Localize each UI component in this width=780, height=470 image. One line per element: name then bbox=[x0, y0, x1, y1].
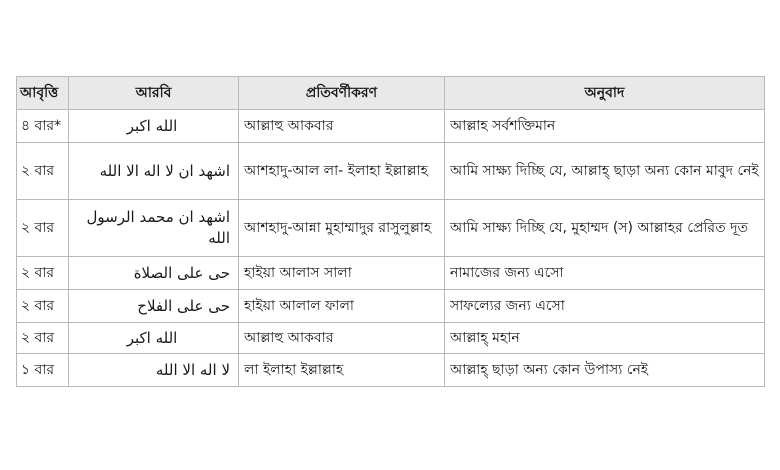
translation-text: আল্লাহ সর্বশক্তিমান bbox=[445, 110, 765, 143]
arabic-text: لا اله الا الله bbox=[69, 354, 239, 387]
recitation-count: ৪ বার* bbox=[17, 110, 69, 143]
arabic-text: الله اكبر bbox=[69, 323, 239, 354]
header-transliteration: প্রতিবর্ণীকরণ bbox=[239, 77, 445, 110]
arabic-text: الله اكبر bbox=[69, 110, 239, 143]
transliteration-text: আশহাদু-আন্না মুহাম্মাদুর রাসুলুল্লাহ bbox=[239, 200, 445, 257]
translation-text: নামাজের জন্য এসো bbox=[445, 257, 765, 290]
recitation-count: ২ বার bbox=[17, 143, 69, 200]
table-row bbox=[17, 290, 765, 323]
table-row bbox=[17, 323, 765, 354]
header-arabic: আরবি bbox=[69, 77, 239, 110]
transliteration-text: আশহাদু-আল লা- ইলাহা ইল্লাল্লাহ bbox=[239, 143, 445, 200]
transliteration-text: হাইয়া আলাস সালা bbox=[239, 257, 445, 290]
arabic-text: اشهد ان لا اله الا الله bbox=[69, 143, 239, 200]
arabic-text: اشهد ان محمد الرسول الله bbox=[69, 200, 239, 257]
translation-text: আল্লাহ্‌ মহান bbox=[445, 323, 765, 354]
recitation-count: ১ বার bbox=[17, 354, 69, 387]
header-translation: অনুবাদ bbox=[445, 77, 765, 110]
adhan-table bbox=[16, 76, 765, 387]
arabic-text: حى على الصلاة bbox=[69, 257, 239, 290]
header-recitation: আবৃত্তি bbox=[17, 77, 69, 110]
table-header-row bbox=[17, 77, 765, 110]
transliteration-text: লা ইলাহা ইল্লাল্লাহ bbox=[239, 354, 445, 387]
recitation-count: ২ বার bbox=[17, 200, 69, 257]
transliteration-text: হাইয়া আলাল ফালা bbox=[239, 290, 445, 323]
translation-text: আল্লাহ্‌ ছাড়া অন্য কোন উপাস্য নেই bbox=[445, 354, 765, 387]
table-row bbox=[17, 200, 765, 257]
arabic-text: حى على الفلاح bbox=[69, 290, 239, 323]
translation-text: আমি সাক্ষ্য দিচ্ছি যে, আল্লাহ্‌ ছাড়া অন্য কোন মাবুদ নেই bbox=[445, 143, 765, 200]
table-row bbox=[17, 354, 765, 387]
table-row bbox=[17, 257, 765, 290]
translation-text: সাফল্যের জন্য এসো bbox=[445, 290, 765, 323]
recitation-count: ২ বার bbox=[17, 323, 69, 354]
table-row bbox=[17, 143, 765, 200]
transliteration-text: আল্লাহু আকবার bbox=[239, 110, 445, 143]
transliteration-text: আল্লাহু আকবার bbox=[239, 323, 445, 354]
recitation-count: ২ বার bbox=[17, 290, 69, 323]
adhan-table-container bbox=[16, 76, 764, 387]
recitation-count: ২ বার bbox=[17, 257, 69, 290]
table-row bbox=[17, 110, 765, 143]
translation-text: আমি সাক্ষ্য দিচ্ছি যে, মুহাম্মদ (স) আল্লাহর প্রেরিত দূত bbox=[445, 200, 765, 257]
